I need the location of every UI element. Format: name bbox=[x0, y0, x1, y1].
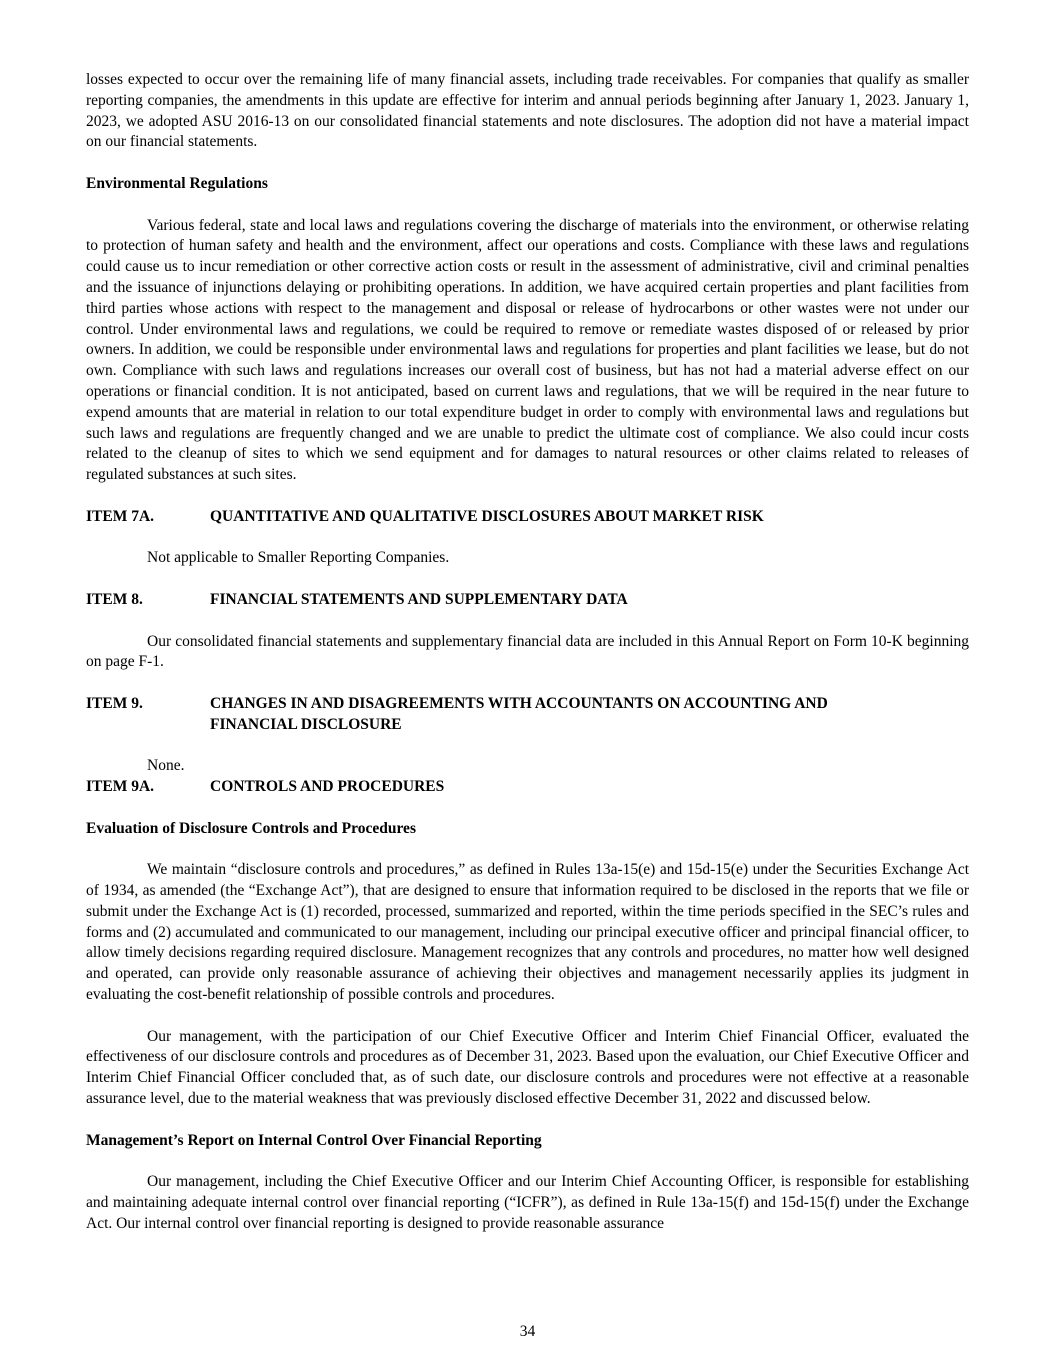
item-9-text: None. bbox=[147, 757, 185, 775]
evaluation-paragraph-1: We maintain “disclosure controls and procedures,” as defined in Rules 13a-15(e) and 15d-15(e) under the Securities Exchange Act of 1934, as amended (the “Exchange Act”), that are designed to ensure that information required to be disclosed in the reports that we file or submit under the Exchange Act is (1) recorded, processed, summarized and reported, within the time periods specified in the SEC’s rules and forms and (2) accumulated and communicated to our management, including our principal executive officer and principal financial officer, to allow timely decisions regarding required disclosure. Management recognizes that any controls and procedures, no matter how well designed and operated, can provide only reasonable assurance of achieving their objectives and management necessarily applies its judgment in evaluating the cost-benefit relationship of possible controls and procedures. bbox=[86, 861, 969, 1004]
intro-paragraph: losses expected to occur over the remaining life of many financial assets, including trade receivables. For companies that qualify as smaller reporting companies, the amendments in this update are effective for interim and annual periods beginning after January 1, 2023. January 1, 2023, we adopted ASU 2016-13 on our consolidated financial statements and note disclosures. The adoption did not have a material impact on our financial statements. bbox=[86, 71, 969, 151]
item-7a-title: QUANTITATIVE AND QUALITATIVE DISCLOSURES ABOUT MARKET RISK bbox=[210, 507, 764, 525]
evaluation-paragraph-2: Our management, with the participation of our Chief Executive Officer and Interim Chief Financial Officer, evaluated the effectiveness of our disclosure controls and procedures as of December 31, 2023. Based upon the evaluation, our Chief Executive Officer and Interim Chief Financial Officer concluded that, as of such date, our disclosure controls and procedures were not effective at a reasonable assurance level, due to the material weakness that was previously disclosed effective December 31, 2022 and discussed below. bbox=[86, 1027, 969, 1108]
item-9a-heading bbox=[86, 777, 969, 798]
item-8-number: ITEM 8. bbox=[86, 590, 143, 608]
item-9a-title: CONTROLS AND PROCEDURES bbox=[210, 778, 445, 796]
item-9-title bbox=[210, 694, 969, 736]
item-7a-number: ITEM 7A. bbox=[86, 507, 155, 525]
page-number: 34 bbox=[519, 1323, 536, 1340]
item-8-title: FINANCIAL STATEMENTS AND SUPPLEMENTARY DATA bbox=[210, 590, 628, 608]
evaluation-heading: Evaluation of Disclosure Controls and Procedures bbox=[86, 819, 416, 837]
icfr-heading: Management’s Report on Internal Control Over Financial Reporting bbox=[86, 1131, 542, 1149]
item-9-number: ITEM 9. bbox=[86, 694, 143, 712]
document-page bbox=[86, 70, 969, 1235]
item-9-title-line1: CHANGES IN AND DISAGREEMENTS WITH ACCOUNTANTS ON ACCOUNTING AND bbox=[210, 694, 828, 712]
environmental-paragraph: Various federal, state and local laws and regulations covering the discharge of materials into the environment, or otherwise relating to protection of human safety and health and the environment, affect our operations and costs. Compliance with these laws and regulations could cause us to incur remediation or other corrective action costs or result in the assessment of administrative, civil and criminal penalties and the issuance of injunctions delaying or prohibiting operations. In addition, we have acquired certain properties and plant facilities from third parties whose actions with respect to the management and disposal or release of hydrocarbons or other wastes were not under our control. Under environmental laws and regulations, we could be required to remove or remediate wastes disposed of or released by prior owners. In addition, we could be responsible under environmental laws and regulations for properties and plant facilities we lease, but do not own. Compliance with such laws and regulations increases our overall cost of business, but has not had a material adverse effect on our operations or financial condition. It is not anticipated, based on current laws and regulations, that we will be required in the near future to expend amounts that are material in relation to our total expenditure budget in order to comply with environmental laws and regulations but such laws and regulations are frequently changed and we are unable to predict the ultimate cost of compliance. We also could incur costs related to the cleanup of sites to which we send equipment and for damages to natural resources or other claims related to releases of regulated substances at such sites. bbox=[86, 216, 969, 484]
icfr-paragraph: Our management, including the Chief Executive Officer and our Interim Chief Accounting Officer, is responsible for establishing and maintaining adequate internal control over financial reporting (“ICFR”), as defined in Rule 13a-15(f) and 15d-15(f) under the Exchange Act. Our internal control over financial reporting is designed to provide reasonable assurance bbox=[86, 1173, 969, 1232]
item-8-heading bbox=[86, 590, 969, 611]
item-7a-text: Not applicable to Smaller Reporting Companies. bbox=[147, 549, 450, 567]
item-9-heading bbox=[86, 694, 969, 736]
item-8-text: Our consolidated financial statements and supplementary financial data are included in this Annual Report on Form 10-K beginning on page F-1. bbox=[86, 632, 969, 671]
environmental-heading: Environmental Regulations bbox=[86, 174, 268, 192]
item-7a-heading bbox=[86, 507, 969, 528]
item-9-title-line2: FINANCIAL DISCLOSURE bbox=[210, 715, 402, 733]
item-9a-number: ITEM 9A. bbox=[86, 778, 155, 796]
